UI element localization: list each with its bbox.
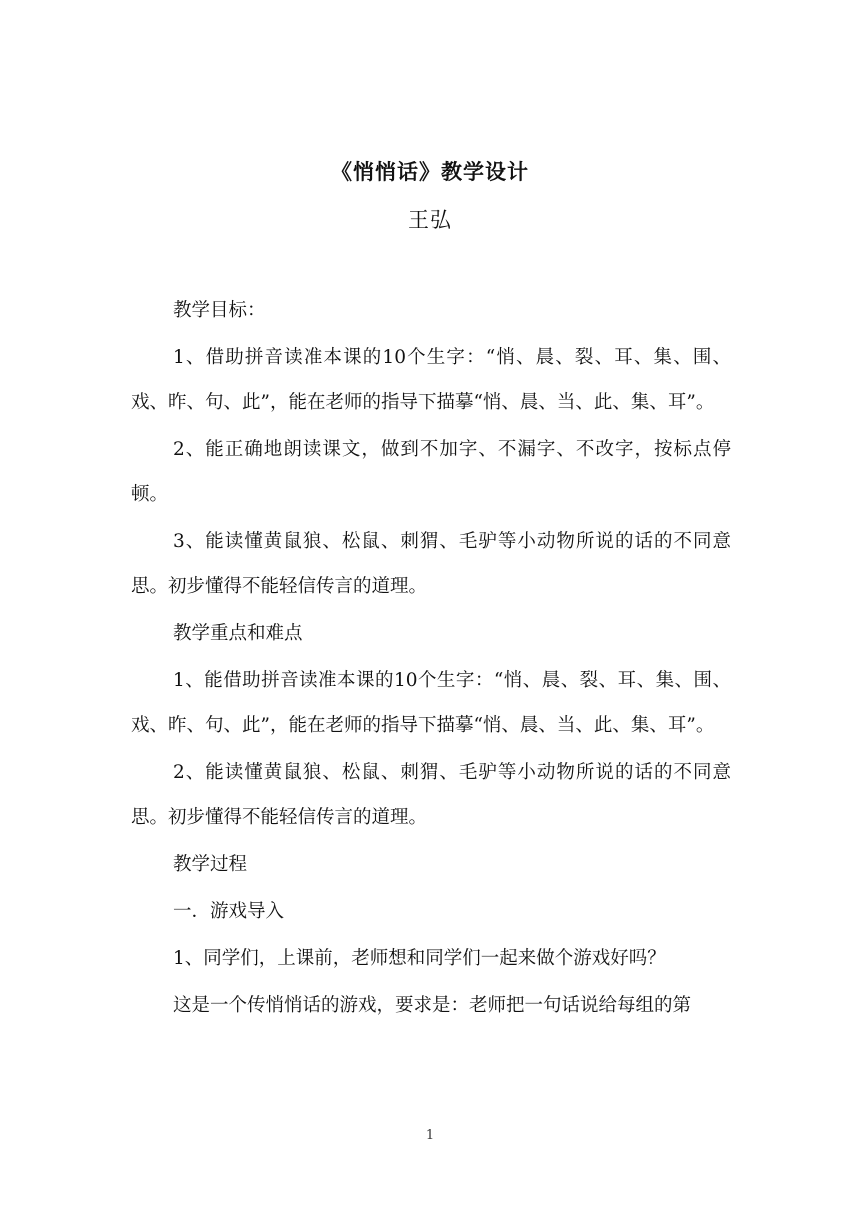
paragraph-objective-2: 2、能正确地朗读课文，做到不加字、不漏字、不改字，按标点停顿。 bbox=[131, 439, 731, 505]
document-author: 王弘 bbox=[408, 208, 452, 232]
paragraph-process-heading: 教学过程 bbox=[173, 854, 248, 875]
paragraph-key-points-heading: 教学重点和难点 bbox=[173, 623, 303, 644]
page-number: 1 bbox=[425, 1128, 435, 1143]
paragraph-objective-1: 1、借助拼音读准本课的10个生字：“悄、晨、裂、耳、集、围、戏、昨、句、此”，能在老师的指导下描摹“悄、晨、当、此、集、耳”。 bbox=[131, 347, 731, 413]
paragraph-key-point-1: 1、能借助拼音读准本课的10个生字：“悄、晨、裂、耳、集、围、戏、昨、句、此”，能在老师的指导下描摹“悄、晨、当、此、集、耳”。 bbox=[131, 670, 731, 736]
paragraph-process-2: 这是一个传悄悄话的游戏，要求是：老师把一句话说给每组的第 bbox=[173, 995, 692, 1016]
paragraph-objectives-heading: 教学目标： bbox=[173, 300, 266, 321]
paragraph-key-point-2: 2、能读懂黄鼠狼、松鼠、刺猬、毛驴等小动物所说的话的不同意思。初步懂得不能轻信传言的道理。 bbox=[131, 762, 731, 828]
paragraph-objective-3: 3、能读懂黄鼠狼、松鼠、刺猬、毛驴等小动物所说的话的不同意思。初步懂得不能轻信传言的道理。 bbox=[131, 531, 731, 597]
document-title: 《悄悄话》教学设计 bbox=[331, 160, 529, 184]
paragraph-section-1-heading: 一．游戏导入 bbox=[173, 901, 285, 922]
document-body bbox=[131, 288, 731, 1028]
paragraph-process-1: 1、同学们，上课前，老师想和同学们一起来做个游戏好吗？ bbox=[173, 948, 666, 969]
